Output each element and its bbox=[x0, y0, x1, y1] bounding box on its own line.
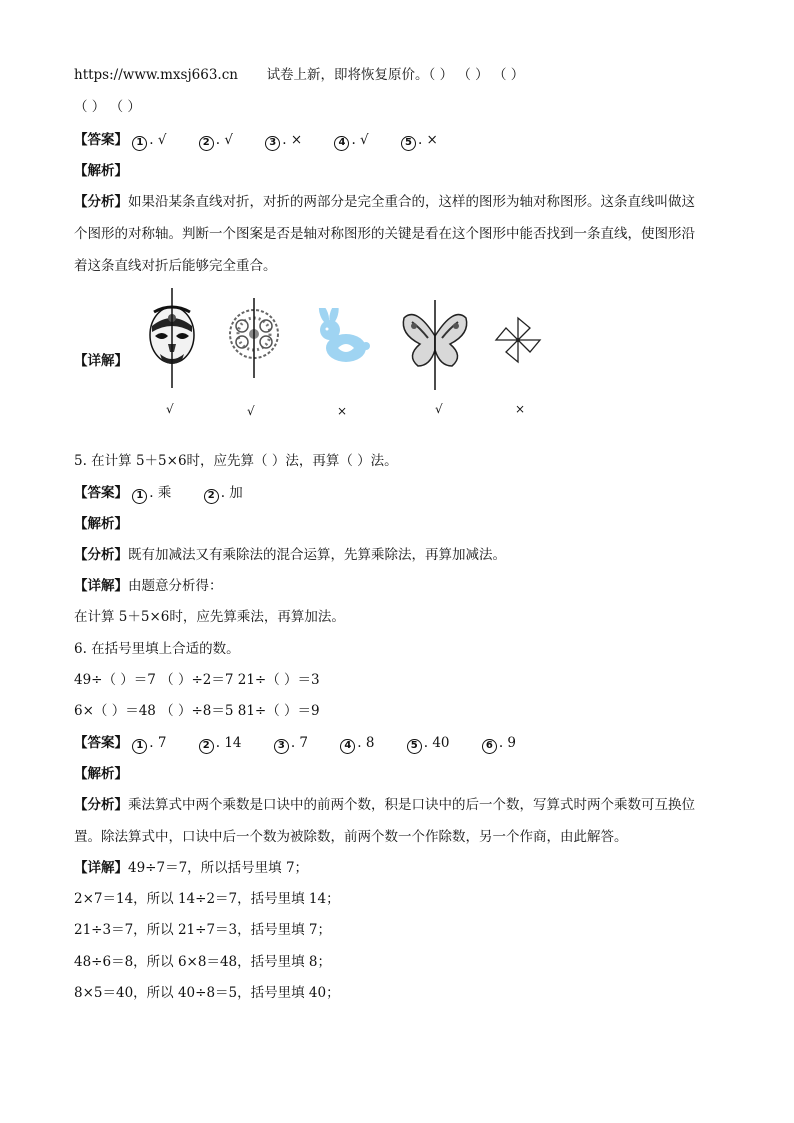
q5-answer-row bbox=[74, 484, 271, 504]
q6-detail-line-3: 21÷3＝7，所以 21÷7＝3，括号里填 7； bbox=[74, 922, 332, 938]
fenxi-text: 如果沿某条直线对折，对折的两部分是完全重合的，这样的图形为轴对称图形。这条直线叫做这 bbox=[128, 194, 695, 210]
answer-tag: 【答案】 bbox=[74, 735, 128, 751]
header-line bbox=[74, 66, 524, 84]
answer-item bbox=[340, 734, 374, 754]
flower-pattern-figure bbox=[222, 298, 286, 378]
circled-number: 1 bbox=[132, 489, 147, 504]
answer-item bbox=[132, 734, 166, 754]
fenxi-tag: 【分析】 bbox=[74, 194, 128, 210]
answer-value: . √ bbox=[351, 132, 369, 148]
header-url[interactable]: https://www.mxsj663.cn bbox=[74, 67, 238, 83]
answer-value: . 8 bbox=[357, 735, 375, 751]
answer-tag: 【答案】 bbox=[74, 132, 128, 148]
answer-value: . 9 bbox=[498, 735, 516, 751]
q4-answer-row bbox=[74, 131, 466, 151]
opera-mask-figure bbox=[140, 288, 204, 388]
answer-item bbox=[274, 734, 308, 754]
q4-fenxi-line-1 bbox=[74, 193, 695, 211]
q5-detail-line-2: 在计算 5＋5×6时，应先算乘法，再算加法。 bbox=[74, 609, 345, 625]
answer-item bbox=[199, 734, 242, 754]
figure-mark: × bbox=[337, 404, 348, 418]
detail-text: 由题意分析得： bbox=[128, 578, 223, 594]
q6-detail-line-1 bbox=[74, 859, 308, 877]
circled-number: 1 bbox=[132, 136, 147, 151]
analysis-tag: 【解析】 bbox=[74, 516, 128, 532]
detail-tag: 【详解】 bbox=[74, 578, 128, 594]
answer-value: . 7 bbox=[290, 735, 308, 751]
detail-tag: 【详解】 bbox=[74, 860, 128, 876]
q6-answer-row bbox=[74, 734, 544, 754]
answer-item bbox=[132, 484, 171, 504]
figure-mark: √ bbox=[247, 404, 255, 418]
q6-question: 6. 在括号里填上合适的数。 bbox=[74, 641, 240, 657]
circled-number: 3 bbox=[265, 136, 280, 151]
circled-number: 5 bbox=[407, 739, 422, 754]
fenxi-text: 既有加减法又有乘除法的混合运算，先算乘除法，再算加减法。 bbox=[128, 547, 506, 563]
butterfly-figure bbox=[398, 300, 472, 390]
answer-value: . 7 bbox=[149, 735, 167, 751]
analysis-tag: 【解析】 bbox=[74, 163, 128, 179]
pinwheel-figure bbox=[492, 314, 544, 366]
answer-item bbox=[199, 131, 233, 151]
answer-item bbox=[265, 131, 302, 151]
circled-number: 4 bbox=[340, 739, 355, 754]
circled-number: 2 bbox=[204, 489, 219, 504]
answer-value: . × bbox=[282, 132, 303, 148]
q6-detail-line-2: 2×7＝14，所以 14÷2＝7，括号里填 14； bbox=[74, 891, 340, 907]
q6-detail-line-4: 48÷6＝8，所以 6×8＝48，括号里填 8； bbox=[74, 954, 332, 970]
answer-item bbox=[132, 131, 166, 151]
figure-mark: √ bbox=[435, 402, 443, 416]
answer-value: . 乘 bbox=[149, 485, 172, 501]
q6-fenxi-line-2: 置。除法算式中，口诀中后一个数为被除数，前两个数一个作除数，另一个作商，由此解答。 bbox=[74, 829, 628, 845]
circled-number: 5 bbox=[401, 136, 416, 151]
rabbit-figure bbox=[312, 308, 372, 368]
answer-value: . 加 bbox=[220, 485, 243, 501]
answer-tag: 【答案】 bbox=[74, 485, 128, 501]
q4-fenxi-line-2: 个图形的对称轴。判断一个图案是否是轴对称图形的关键是看在这个图形中能否找到一条直线，使图形沿 bbox=[74, 226, 695, 242]
q5-fenxi bbox=[74, 546, 506, 564]
answer-value: . √ bbox=[149, 132, 167, 148]
q6-detail-line-5: 8×5＝40，所以 40÷8＝5，括号里填 40； bbox=[74, 985, 340, 1001]
header-line-2: （ ） （ ） bbox=[74, 99, 141, 115]
circled-number: 6 bbox=[482, 739, 497, 754]
circled-number: 1 bbox=[132, 739, 147, 754]
q6-row-1: 49÷（ ）＝7 （ ）÷2＝7 21÷（ ）＝3 bbox=[74, 672, 320, 688]
figure-mark: √ bbox=[166, 402, 174, 416]
answer-item bbox=[204, 484, 243, 504]
circled-number: 2 bbox=[199, 136, 214, 151]
q5-question: 5. 在计算 5＋5×6时，应先算（ ）法，再算（ ）法。 bbox=[74, 453, 398, 469]
fenxi-text: 乘法算式中两个乘数是口诀中的前两个数，积是口诀中的后一个数，写算式时两个乘数可互换位 bbox=[128, 797, 695, 813]
q6-fenxi-line-1 bbox=[74, 796, 695, 814]
answer-item bbox=[401, 131, 438, 151]
answer-value: . 14 bbox=[215, 735, 242, 751]
fenxi-tag: 【分析】 bbox=[74, 547, 128, 563]
q6-row-2: 6×（ ）＝48 （ ）÷8＝5 81÷（ ）＝9 bbox=[74, 703, 320, 719]
q4-fenxi-line-3: 着这条直线对折后能够完全重合。 bbox=[74, 258, 277, 274]
answer-item bbox=[334, 131, 368, 151]
answer-value: . √ bbox=[215, 132, 233, 148]
fenxi-tag: 【分析】 bbox=[74, 797, 128, 813]
circled-number: 4 bbox=[334, 136, 349, 151]
detail-tag: 【详解】 bbox=[74, 353, 128, 369]
header-notice: 试卷上新，即将恢复原价。（ ） （ ） （ ） bbox=[266, 67, 525, 83]
analysis-tag: 【解析】 bbox=[74, 766, 128, 782]
answer-value: . × bbox=[417, 132, 438, 148]
answer-value: . 40 bbox=[423, 735, 450, 751]
circled-number: 3 bbox=[274, 739, 289, 754]
answer-item bbox=[482, 734, 516, 754]
q5-detail bbox=[74, 577, 223, 595]
detail-text: 49÷7＝7，所以括号里填 7； bbox=[128, 860, 309, 876]
figure-mark: × bbox=[515, 402, 526, 416]
answer-item bbox=[407, 734, 450, 754]
circled-number: 2 bbox=[199, 739, 214, 754]
